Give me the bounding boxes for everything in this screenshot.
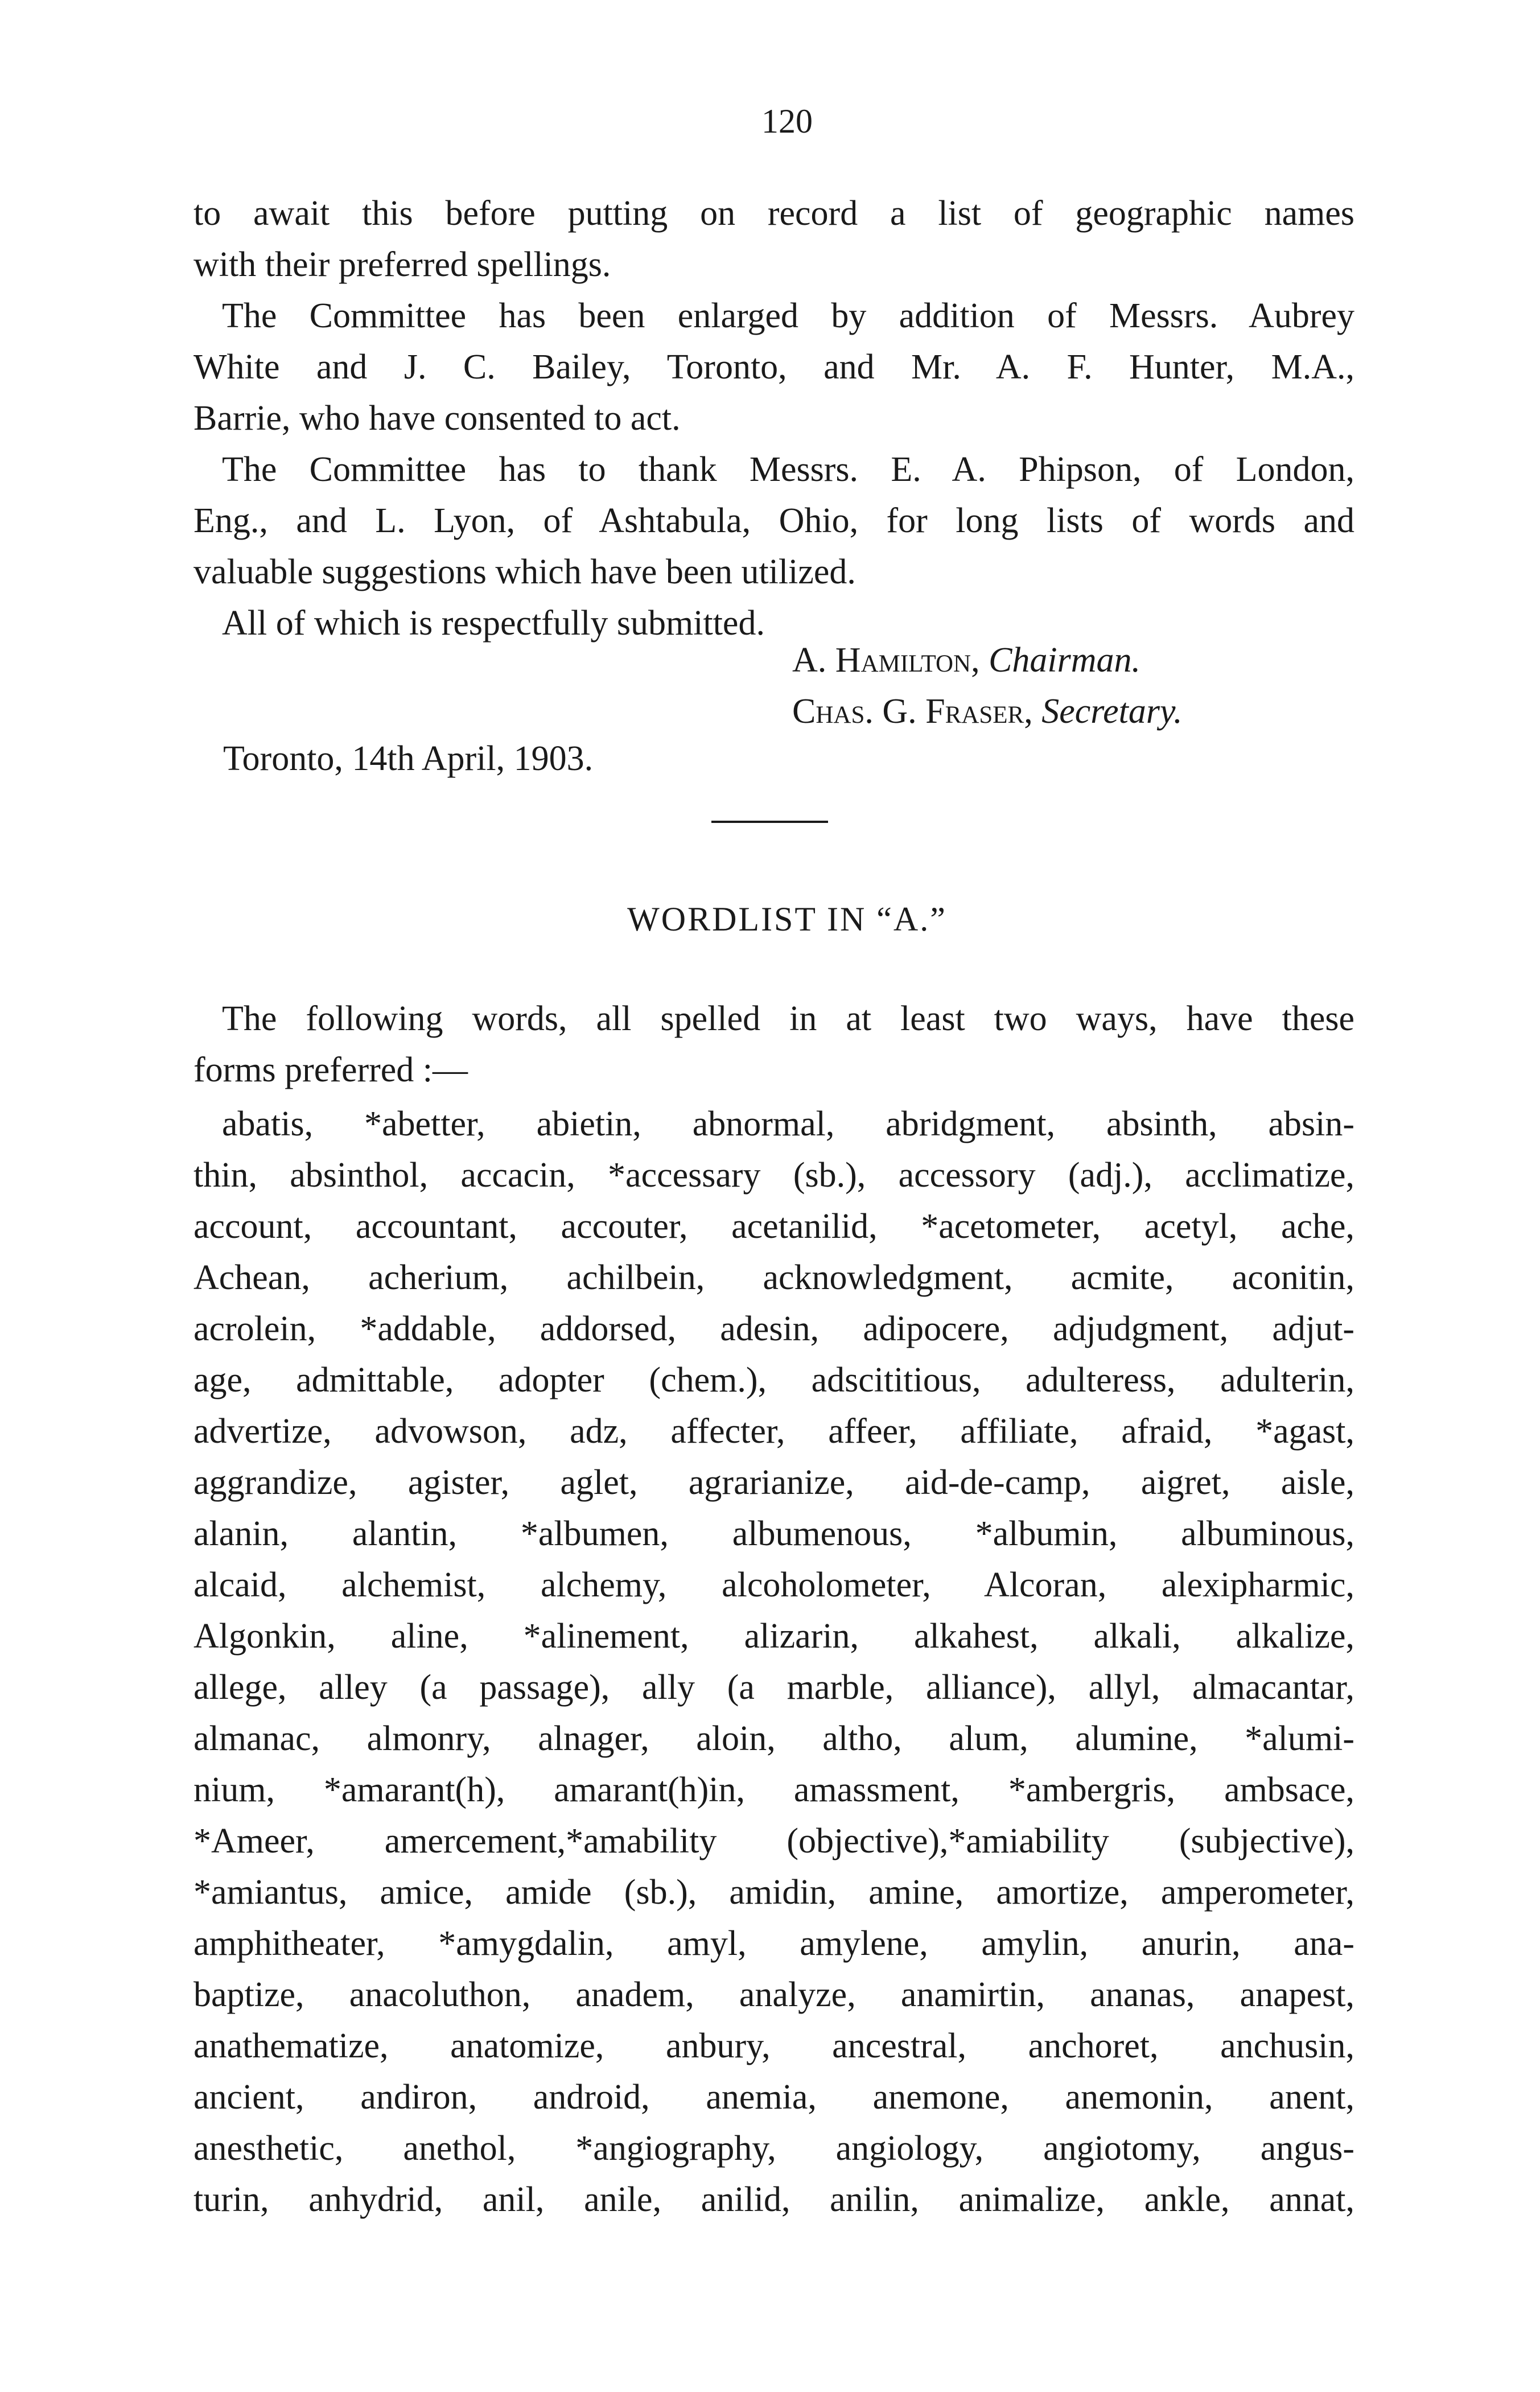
- report-line: to await this before putting on record a list of geographic names: [193, 194, 1354, 233]
- wordlist-line: *amiantus, amice, amide (sb.), amidin, amine, amortize, amperometer,: [193, 1873, 1354, 1912]
- wordlist-line: almanac, almonry, alnager, aloin, altho, alum, alumine, *alumi-: [193, 1719, 1354, 1758]
- wordlist-intro-line: The following words, all spelled in at least two ways, have these: [222, 999, 1354, 1038]
- wordlist-intro: [193, 993, 1354, 1096]
- wordlist-line: alcaid, alchemist, alchemy, alcoholometer, Alcoran, alexipharmic,: [193, 1566, 1354, 1604]
- report-line: Barrie, who have consented to act.: [193, 399, 681, 438]
- wordlist-line: aggrandize, agister, aglet, agrarianize, aid-de-camp, aigret, aisle,: [193, 1463, 1354, 1502]
- wordlist-line: abatis, *abetter, abietin, abnormal, abridgment, absinth, absin-: [222, 1105, 1354, 1143]
- wordlist-line: *Ameer, amercement,*amability (objective),*amiability (subjective),: [193, 1822, 1354, 1860]
- wordlist-line: ancient, andiron, android, anemia, anemone, anemonin, anent,: [193, 2078, 1354, 2117]
- committee-report-text: [193, 188, 1354, 649]
- chairman-signature: [792, 635, 1140, 686]
- section-divider: [711, 821, 828, 823]
- report-line: Eng., and L. Lyon, of Ashtabula, Ohio, for long lists of words and: [193, 501, 1354, 540]
- secretary-title: Secretary.: [1041, 692, 1183, 731]
- wordlist-line: acrolein, *addable, addorsed, adesin, adipocere, adjudgment, adjut-: [193, 1310, 1354, 1348]
- wordlist-body: [193, 1098, 1354, 2225]
- wordlist-line: thin, absinthol, accacin, *accessary (sb.), accessory (adj.), acclimatize,: [193, 1156, 1354, 1195]
- page-number: 120: [761, 102, 813, 140]
- wordlist-line: Algonkin, aline, *alinement, alizarin, alkahest, alkali, alkalize,: [193, 1617, 1354, 1656]
- report-line: All of which is respectfully submitted.: [222, 604, 765, 643]
- wordlist-line: baptize, anacoluthon, anadem, analyze, anamirtin, ananas, anapest,: [193, 1975, 1354, 2014]
- wordlist-line: turin, anhydrid, anil, anile, anilid, anilin, animalize, ankle, annat,: [193, 2180, 1354, 2219]
- secretary-name: Chas. G. Fraser,: [792, 692, 1033, 731]
- report-line: with their preferred spellings.: [193, 245, 611, 284]
- wordlist-line: age, admittable, adopter (chem.), adscititious, adulteress, adulterin,: [193, 1361, 1354, 1399]
- report-line: White and J. C. Bailey, Toronto, and Mr. A. F. Hunter, M.A.,: [193, 348, 1354, 386]
- report-line: valuable suggestions which have been utilized.: [193, 553, 856, 591]
- wordlist-line: Achean, acherium, achilbein, acknowledgment, acmite, aconitin,: [193, 1258, 1354, 1297]
- wordlist-heading: WORDLIST IN “A.”: [627, 900, 947, 938]
- chairman-title: Chairman.: [989, 641, 1141, 680]
- wordlist-line: account, accountant, accouter, acetanilid, *acetometer, acetyl, ache,: [193, 1207, 1354, 1246]
- dateline: Toronto, 14th April, 1903.: [223, 739, 594, 778]
- report-line: The Committee has been enlarged by addition of Messrs. Aubrey: [222, 297, 1354, 335]
- secretary-signature: [792, 686, 1183, 737]
- wordlist-line: amphitheater, *amygdalin, amyl, amylene, amylin, anurin, ana-: [193, 1924, 1354, 1963]
- wordlist-line: anathematize, anatomize, anbury, ancestral, anchoret, anchusin,: [193, 2027, 1354, 2065]
- wordlist-intro-line: forms preferred :—: [193, 1051, 468, 1089]
- wordlist-line: advertize, advowson, adz, affecter, affeer, affiliate, afraid, *agast,: [193, 1412, 1354, 1451]
- report-line: The Committee has to thank Messrs. E. A. Phipson, of London,: [222, 450, 1354, 489]
- wordlist-line: anesthetic, anethol, *angiography, angiology, angiotomy, angus-: [193, 2129, 1354, 2168]
- chairman-name: A. Hamilton,: [792, 641, 980, 680]
- wordlist-line: alanin, alantin, *albumen, albumenous, *albumin, albuminous,: [193, 1514, 1354, 1553]
- wordlist-line: nium, *amarant(h), amarant(h)in, amassment, *ambergris, ambsace,: [193, 1771, 1354, 1809]
- wordlist-line: allege, alley (a passage), ally (a marble, alliance), allyl, almacantar,: [193, 1668, 1354, 1707]
